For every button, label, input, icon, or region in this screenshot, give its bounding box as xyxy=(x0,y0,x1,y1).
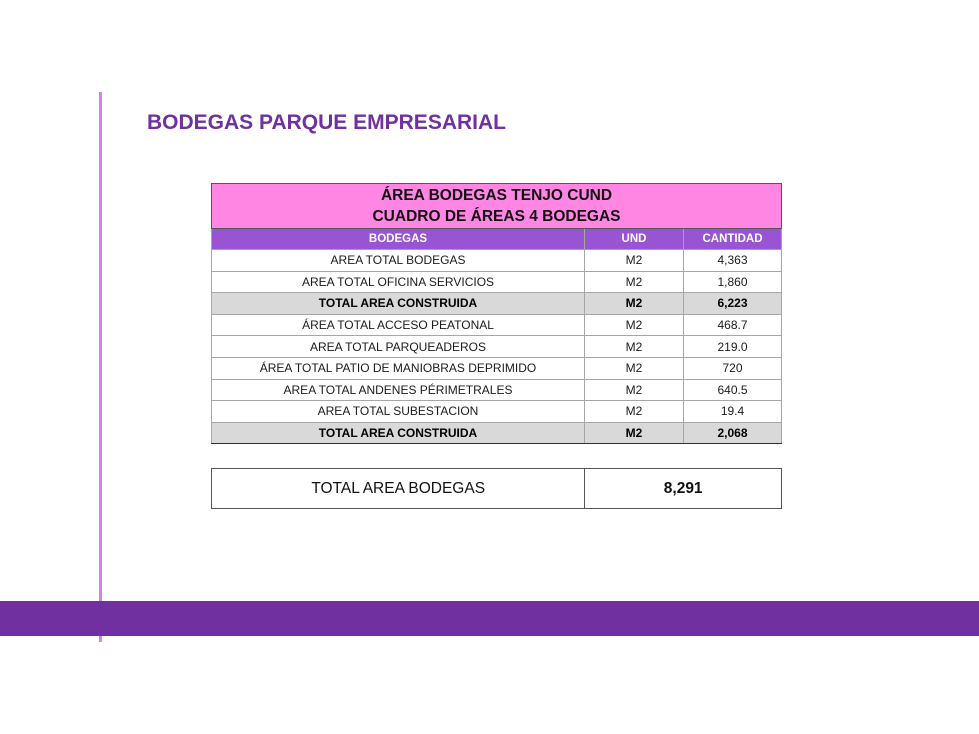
row-quantity: 4,363 xyxy=(684,250,782,272)
page-title: BODEGAS PARQUE EMPRESARIAL xyxy=(147,111,506,134)
table-title-line-1: ÁREA BODEGAS TENJO CUND xyxy=(380,187,613,204)
row-label: AREA TOTAL OFICINA SERVICIOS xyxy=(212,271,585,293)
row-quantity: 219.0 xyxy=(684,336,782,358)
table-total-row xyxy=(212,293,782,315)
table-title-row xyxy=(212,184,782,229)
table-row xyxy=(212,271,782,293)
row-unit: M2 xyxy=(585,336,684,358)
row-label: AREA TOTAL ANDENES PÉRIMETRALES xyxy=(212,379,585,401)
table-row xyxy=(212,357,782,379)
column-header-cantidad: CANTIDAD xyxy=(684,229,782,250)
table-row xyxy=(212,314,782,336)
row-label: TOTAL AREA CONSTRUIDA xyxy=(212,422,585,444)
row-quantity: 19.4 xyxy=(684,401,782,423)
summary-table xyxy=(211,468,782,509)
row-label: AREA TOTAL BODEGAS xyxy=(212,250,585,272)
row-unit: M2 xyxy=(585,401,684,423)
row-unit: M2 xyxy=(585,271,684,293)
row-unit: M2 xyxy=(585,357,684,379)
left-accent-line xyxy=(99,92,102,642)
summary-label: TOTAL AREA BODEGAS xyxy=(212,469,585,509)
row-quantity: 6,223 xyxy=(684,293,782,315)
table-row xyxy=(212,401,782,423)
row-unit: M2 xyxy=(585,314,684,336)
column-header-bodegas: BODEGAS xyxy=(212,229,585,250)
row-quantity: 2,068 xyxy=(684,422,782,444)
row-unit: M2 xyxy=(585,422,684,444)
table-title xyxy=(212,184,782,229)
table-total-row xyxy=(212,422,782,444)
column-header-und: UND xyxy=(585,229,684,250)
table-header-row xyxy=(212,229,782,250)
table-row xyxy=(212,379,782,401)
row-label: ÁREA TOTAL ACCESO PEATONAL xyxy=(212,314,585,336)
areas-table xyxy=(211,183,782,444)
row-unit: M2 xyxy=(585,293,684,315)
table-row xyxy=(212,250,782,272)
row-label: TOTAL AREA CONSTRUIDA xyxy=(212,293,585,315)
row-label: ÁREA TOTAL PATIO DE MANIOBRAS DEPRIMIDO xyxy=(212,357,585,379)
row-quantity: 1,860 xyxy=(684,271,782,293)
row-quantity: 720 xyxy=(684,357,782,379)
summary-value: 8,291 xyxy=(585,469,782,509)
row-quantity: 468.7 xyxy=(684,314,782,336)
summary-row xyxy=(212,469,782,509)
row-label: AREA TOTAL PARQUEADEROS xyxy=(212,336,585,358)
footer-bar xyxy=(0,601,979,636)
row-quantity: 640.5 xyxy=(684,379,782,401)
row-label: AREA TOTAL SUBESTACION xyxy=(212,401,585,423)
table-title-line-2: CUADRO DE ÁREAS 4 BODEGAS xyxy=(372,208,621,225)
row-unit: M2 xyxy=(585,250,684,272)
table-row xyxy=(212,336,782,358)
row-unit: M2 xyxy=(585,379,684,401)
